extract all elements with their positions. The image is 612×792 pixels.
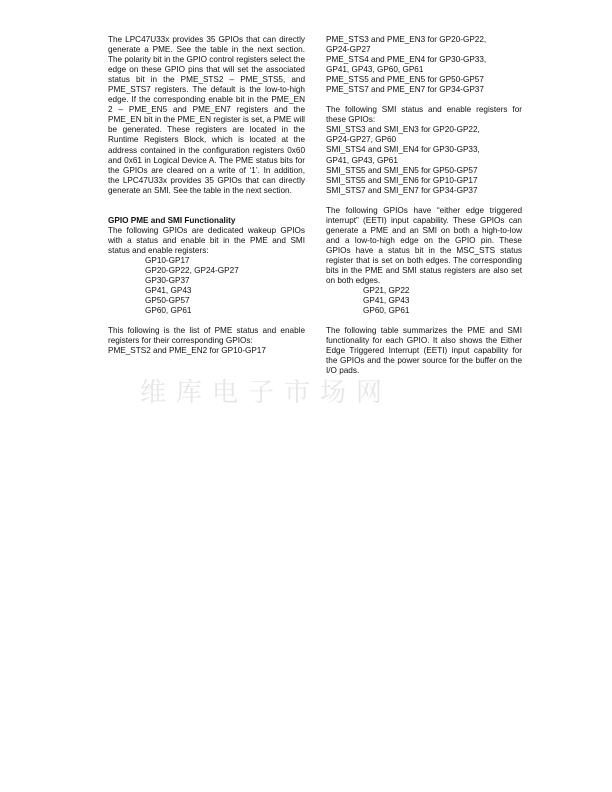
list-item: GP21, GP22 [363,286,410,296]
summary-paragraph: The following table summarizes the PME and SMI functionality for each GPIO. It also shows the Either Edge Triggered Interrupt (EETI) input capability for the GPIOs and the power source for the buffer on the I/O pads. [326,326,522,376]
right-column [326,35,522,376]
list-item: GP60, GP61 [145,306,192,316]
list-item: PME_STS4 and PME_EN4 for GP30-GP33, [326,55,487,65]
list-item: GP41, GP43 [145,286,192,296]
eeti-gpio-list [326,286,522,316]
pme-registers-paragraph: This following is the list of PME status and enable registers for their corresponding GPIOs: [108,326,305,346]
wakeup-gpio-list [108,256,305,316]
list-item: PME_STS3 and PME_EN3 for GP20-GP22, [326,35,487,44]
list-item: GP20-GP22, GP24-GP27 [145,265,239,275]
list-item: SMI_STS3 and SMI_EN3 for GP20-GP22, [326,125,480,135]
watermark: 维库电子市场网 [140,378,393,408]
list-item: GP41, GP43, GP60, GP61 [326,65,424,75]
list-item: SMI_STS5 and SMI_EN5 for GP50-GP57 [326,165,478,175]
list-item: GP24-GP27, GP60 [326,135,397,145]
wakeup-gpio-paragraph: The following GPIOs are dedicated wakeup GPIOs with a status and enable bit in the PME and SMI status and enable registers: [108,225,305,255]
left-column [108,35,305,356]
list-item: GP30-GP37 [145,276,190,286]
smi-register-list [326,125,522,195]
list-item: GP41, GP43 [363,296,410,306]
eeti-paragraph: The following GPIOs have “either edge triggered interrupt” (EETI) input capability. These GPIOs can generate a PME and an SMI on both a high-to-low and a low-to-high edge on the GPIO pin. These GPIOs have a status bit in the MSC_STS status register that is set on both edges. The corresponding bits in the PME and SMI status registers are also set on both edges. [326,205,522,286]
list-item: GP24-GP27 [326,45,371,55]
list-item: SMI_STS5 and SMI_EN6 for GP10-GP17 [326,175,478,185]
list-item: PME_STS5 and PME_EN5 for GP50-GP57 [326,75,484,85]
list-item: SMI_STS7 and SMI_EN7 for GP34-GP37 [326,185,478,195]
list-item: GP10-GP17 [145,255,190,265]
section-heading: GPIO PME and SMI Functionality [108,215,236,225]
list-item: GP60, GP61 [363,306,410,316]
intro-paragraph: The LPC47U33x provides 35 GPIOs that can directly generate a PME. See the table in the next section. The polarity bit in the GPIO control registers select the edge on these GPIO pins that will set the associated status bit in the PME_STS2 – PME_STS5, and PME_STS7 registers. The default is the low-to-high edge. If the corresponding enable bit in the PME_EN 2 – PME_EN5 and PME_EN7 registers and the PME_EN bit in the PME_EN register is set, a PME will be generated. These registers are located in the Runtime Registers Block, which is located at the address contained in the configuration registers 0x60 and 0x61 in Logical Device A. The PME status bits for the GPIOs are cleared on a write of ‘1’. In addition, the LPC47U33x provides 35 GPIOs that can directly generate an SMI. See the table in the next section. [108,35,305,195]
smi-registers-paragraph: The following SMI status and enable registers for these GPIOs: [326,105,522,125]
list-item: GP41, GP43, GP61 [326,155,398,165]
list-item: SMI_STS4 and SMI_EN4 for GP30-GP33, [326,145,480,155]
list-item: PME_STS7 and PME_EN7 for GP34-GP37 [326,85,484,95]
list-item: GP50-GP57 [145,296,190,306]
pme-register-list [326,35,522,95]
list-item: PME_STS2 and PME_EN2 for GP10-GP17 [108,346,266,356]
